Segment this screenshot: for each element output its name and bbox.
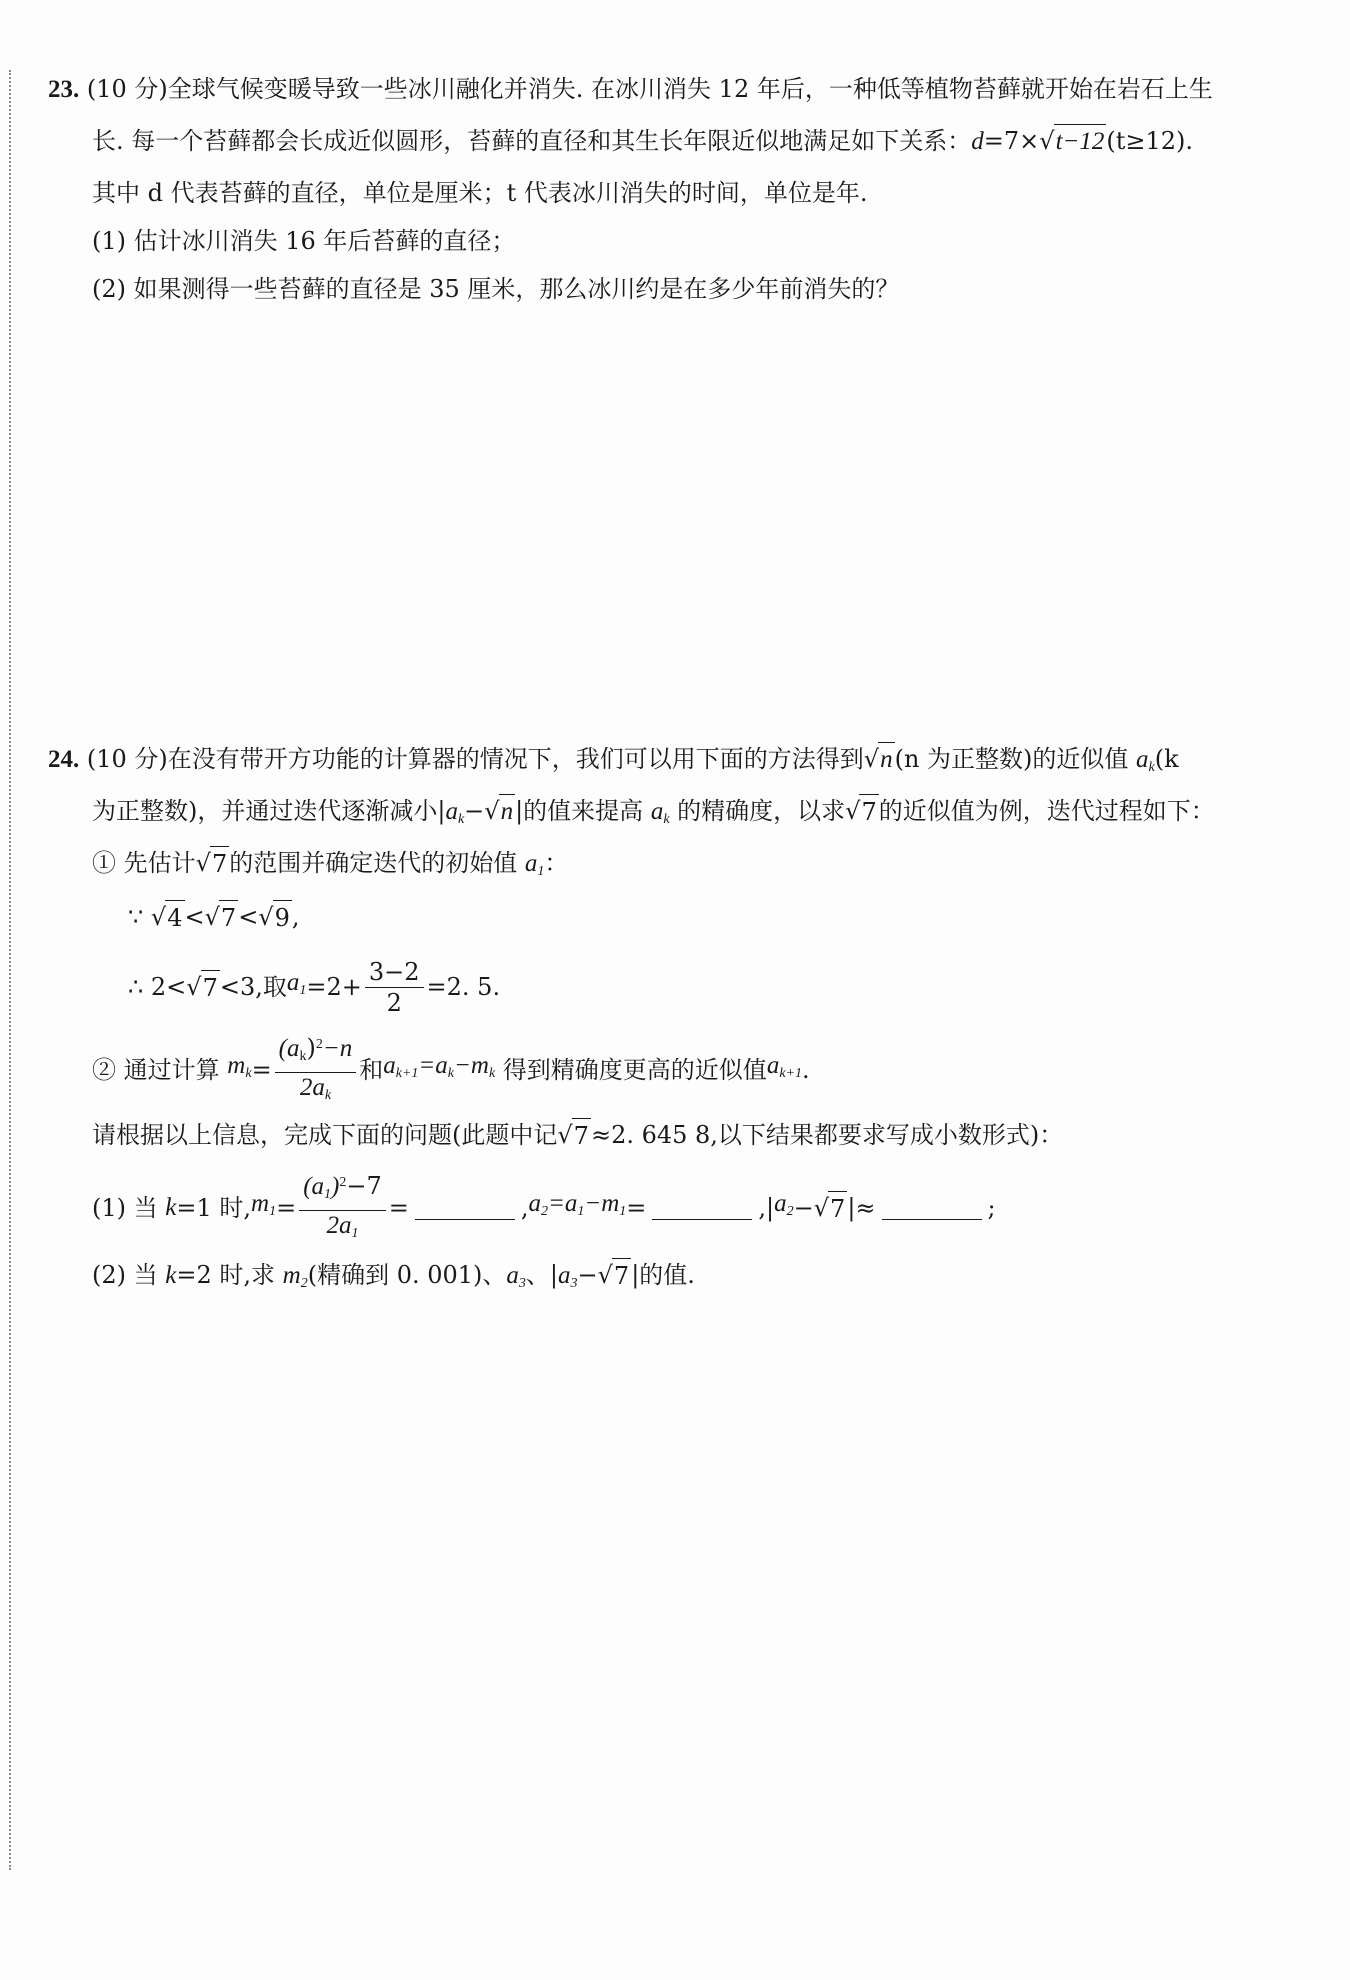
q24-sqrt-7: √ 7: [845, 794, 879, 829]
q24-because-r2: 7: [219, 900, 238, 935]
q24-info-radicand: 7: [572, 1118, 591, 1153]
q24-step2-end: .: [801, 1056, 810, 1084]
q24-step2-numerator: $(a_k)^2-n$: [275, 1032, 357, 1073]
q23-line-2: [92, 124, 1193, 159]
q24-step1-text-a: ① 先估计: [92, 849, 196, 877]
q24-p2-k: k: [165, 1262, 177, 1289]
q23-formula-d: d: [971, 128, 984, 155]
q24-points: (10 分): [86, 745, 168, 773]
q24-step2-fraction: [275, 1032, 357, 1109]
q24-ak: $a_k$: [1136, 746, 1155, 775]
q24-mk: $m_k$: [227, 1052, 252, 1081]
q24-step2-den-text: 2a: [299, 1073, 325, 1101]
q24-part-2: (2) 当 k=2 时,求 $m_2$(精确到 0. 001)、$a_3$、$|a_3-$ √ 7 |的值.: [92, 1258, 695, 1301]
q24-p1-m1: $m_1$: [251, 1190, 277, 1219]
q24-p1-k: k: [165, 1194, 177, 1221]
q24-therefore-a1: $a_1$: [286, 969, 307, 998]
q24-therefore-numerator: 3−2: [365, 959, 424, 988]
q23-text-2: 长. 每一个苔藓都会长成近似圆形，苔藓的直径和其生长年限近似地满足如下关系：: [92, 127, 972, 155]
q24-because-sqrt9: √ 9: [258, 900, 292, 935]
q24-therefore-denominator: 2: [386, 988, 402, 1017]
q24-p1-num-c: −7: [346, 1171, 382, 1200]
q24-sqrt-n-radicand: n: [878, 742, 895, 777]
q24-p1-eq: =: [388, 1194, 409, 1222]
q24-info-sqrt7: √ 7: [557, 1118, 591, 1153]
q24-p2-c: (精确到 0. 001)、: [307, 1261, 507, 1289]
q24-p2-e: |的值.: [631, 1261, 695, 1289]
q24-p1-approx: |≈: [847, 1194, 876, 1222]
q24-text-2c: 的精确度，以求: [677, 797, 846, 825]
q24-p1-a2: $a_2$: [774, 1190, 794, 1219]
q23-formula-cond: (t≥12).: [1106, 127, 1194, 155]
q24-p1-denominator: $2a_1$: [326, 1211, 359, 1241]
q24-because-line: ∵ √ 4 < √ 7 < √ 9 ,: [128, 900, 300, 935]
q24-p1-sqrt7: √ 7: [814, 1191, 848, 1226]
q24-step2-num-b: ): [306, 1033, 316, 1062]
q24-therefore-line: [128, 952, 500, 1022]
q23-part-2: (2) 如果测得一些苔藓的直径是 35 厘米，那么冰川约是在多少年前消失的？: [92, 275, 900, 303]
q24-info-b: ≈2. 645 8,以下结果都要求写成小数形式)：: [590, 1121, 1064, 1149]
q24-p1-comma: ,: [520, 1194, 529, 1222]
q24-p1-b: =1 时,: [176, 1194, 252, 1222]
q24-p1-end: ;: [987, 1194, 996, 1222]
q24-step2-text-c: 得到精确度更高的近似值: [502, 1056, 767, 1084]
q24-number: 24.: [48, 746, 80, 773]
q23-part-1: (1) 估计冰川消失 16 年后苔藓的直径；: [92, 227, 516, 255]
q24-p1-a2-eq: $a_2=a_1-m_1$: [528, 1190, 627, 1219]
q24-therefore-d: =2. 5.: [426, 973, 501, 1001]
q24-text-1a: 在没有带开方功能的计算器的情况下，我们可以用下面的方法得到: [167, 745, 864, 773]
q24-text-1b: (n 为正整数)的近似值: [894, 745, 1129, 773]
q24-because-r1: 4: [165, 900, 184, 935]
q24-step1-text-b: 的范围并确定迭代的初始值: [229, 849, 518, 877]
q24-p1-eq-2: =: [626, 1194, 647, 1222]
q24-p2-b: =2 时,求: [176, 1261, 276, 1289]
q24-sqrt-7-radicand: 7: [859, 794, 878, 829]
q24-p1-blank-2[interactable]: [652, 1197, 752, 1220]
q23-line-3: 其中 d 代表苔藓的直径，单位是厘米；t 代表冰川消失的时间，单位是年.: [92, 179, 868, 207]
q24-step-1: ① 先估计 √ 7 的范围并确定迭代的初始值 $a_1$：: [92, 846, 568, 889]
q23-number: 23.: [48, 76, 80, 103]
q24-abs-sqrt-n-radicand: n: [499, 794, 516, 829]
q24-step2-text-a: ② 通过计算: [92, 1056, 220, 1084]
q24-ak1: $a_{k+1}$: [766, 1052, 802, 1081]
q24-therefore-radicand: 7: [201, 970, 220, 1005]
q24-step2-text-b: 和: [359, 1056, 384, 1084]
q24-text-2b: |的值来提高: [515, 797, 644, 825]
q24-p1-radicand: 7: [828, 1191, 847, 1226]
q24-p1-fraction: [299, 1170, 386, 1247]
q24-info-line: [92, 1118, 1063, 1153]
q24-p2-radicand: 7: [612, 1258, 631, 1293]
q24-info-a: 请根据以上信息，完成下面的问题(此题中记: [92, 1121, 558, 1149]
q24-text-1c: (k: [1154, 745, 1179, 773]
q24-sqrt-n: √ n: [864, 742, 895, 777]
q24-p2-sqrt7: √ 7: [598, 1258, 632, 1293]
q24-step2-denominator: $2a_k$: [299, 1073, 332, 1103]
q24-therefore-sqrt7: √ 7: [186, 970, 220, 1005]
q24-p2-a3: $a_3$: [506, 1262, 526, 1291]
q24-because-sqrt4: √ 4: [151, 900, 185, 935]
q24-because-sqrt7: √ 7: [205, 900, 239, 935]
q24-because-end: ,: [291, 903, 300, 931]
q24-therefore-a: ∴ 2<: [128, 973, 187, 1001]
q24-part-1: (1) 当 k =1 时, $m_1$ = $\frac{(a_1)^2-7}{2a_1}$ = , $a_2=a_1-m_1$ = ,| $a_2$ − √ 7 |≈ ;: [92, 1168, 996, 1248]
q24-therefore-b: <3,取: [219, 973, 287, 1001]
q24-abs-sqrt-n: √ n: [484, 794, 515, 829]
q24-p1-blank-1[interactable]: [415, 1197, 515, 1220]
q23-formula-radicand: t−12: [1054, 124, 1107, 159]
q24-step-2: ② 通过计算 $m_k$ = $\frac{(a_k)^2-n}{2a_k}$ 和 $a_{k+1}=a_k-m_k$ 得到精确度更高的近似值 $a_{k+1}$ .: [92, 1030, 810, 1110]
q23-formula-sqrt: √ t−12: [1039, 124, 1106, 159]
q24-p1-abs-open: ,|: [758, 1194, 775, 1222]
q24-text-2d: 的近似值为例，迭代过程如下：: [878, 797, 1215, 825]
q24-a1: $a_1$: [524, 850, 545, 879]
q24-therefore-c: =2+: [306, 973, 362, 1001]
q23-formula-mid: =7×: [983, 127, 1040, 155]
q24-line-1: [48, 742, 1179, 785]
binding-margin-line: [9, 70, 11, 1870]
q24-p2-a: (2) 当: [92, 1261, 158, 1289]
q24-step1-radicand: 7: [210, 846, 229, 881]
q24-therefore-fraction: [365, 959, 424, 1016]
q24-p1-blank-3[interactable]: [882, 1197, 982, 1220]
q24-ak-2: $a_k$: [650, 798, 670, 827]
q24-p2-m2: $m_2$: [282, 1262, 308, 1291]
q24-step2-num-c: −n: [322, 1034, 353, 1062]
q24-p2-a3-abs: $a_3$: [558, 1262, 578, 1291]
q24-p1-a: (1) 当: [92, 1194, 158, 1222]
q23-line-1: [48, 72, 1213, 107]
q24-because-symbol: ∵: [128, 903, 144, 931]
q24-step1-sqrt: √ 7: [196, 846, 230, 881]
q24-p1-numerator: $(a_1)^2-7$: [299, 1170, 386, 1211]
q24-ak1-eq: $a_{k+1}=a_k-m_k$: [383, 1052, 496, 1081]
q24-text-2a: 为正整数)，并通过迭代逐渐减小|: [92, 797, 446, 825]
q24-abs-ak: $a_k$: [445, 798, 465, 827]
q24-p2-d: 、|: [525, 1261, 559, 1289]
q24-line-2: 为正整数)，并通过迭代逐渐减小$|a_k-$ √ n |的值来提高 $a_k$ 的精确度，以求 √ 7 的近似值为例，迭代过程如下：: [92, 794, 1215, 837]
q24-because-r3: 9: [273, 900, 292, 935]
q24-step2-num-a: (a: [278, 1034, 300, 1062]
q23-text-1: 全球气候变暖导致一些冰川融化并消失. 在冰川消失 12 年后，一种低等植物苔藓就开始在岩石上生: [167, 75, 1213, 103]
q23-points: (10 分): [86, 75, 168, 103]
